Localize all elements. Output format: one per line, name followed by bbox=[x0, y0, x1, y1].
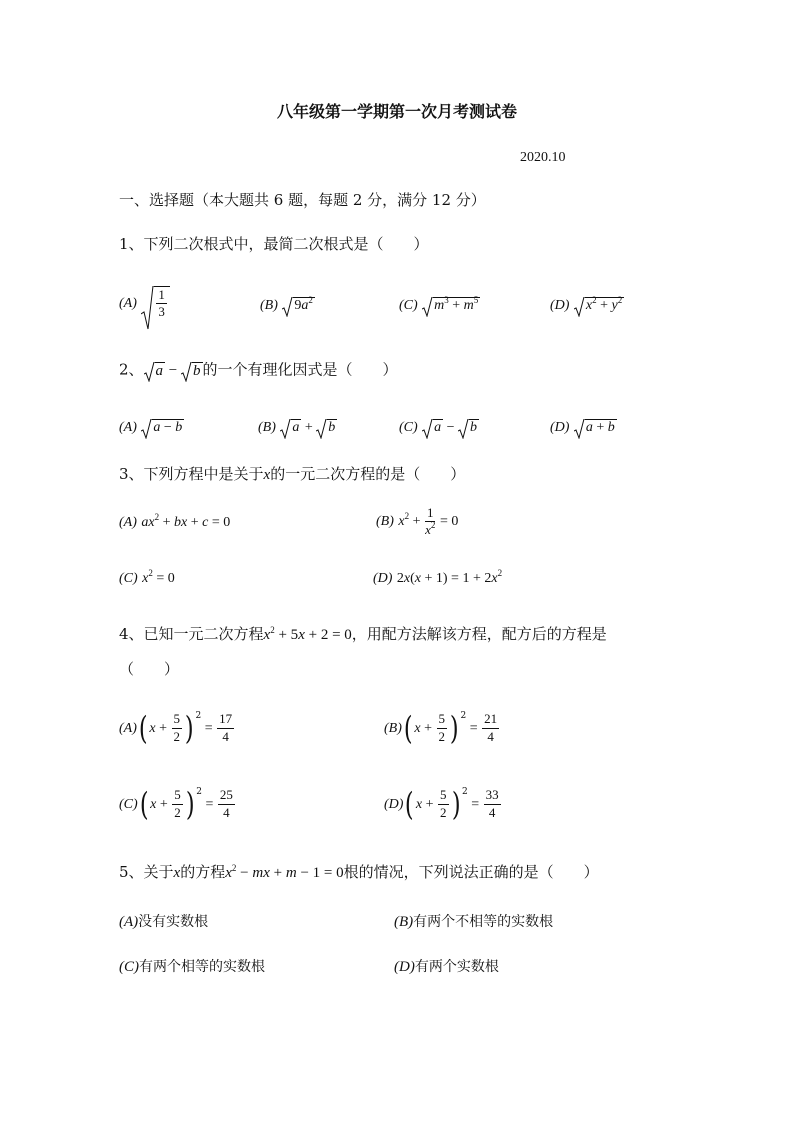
q5-option-a-label: (A) bbox=[119, 914, 139, 930]
q4-a-denominator: 4 bbox=[222, 728, 229, 744]
q2-option-b: (B) a + b bbox=[258, 419, 337, 435]
question-3-stem bbox=[119, 467, 465, 483]
q5-option-c bbox=[119, 959, 265, 975]
q3-option-c-label: (C) bbox=[119, 571, 138, 586]
q3-option-d-label: (D) bbox=[373, 571, 393, 586]
q1-option-b-expr: $9a^2$ bbox=[282, 297, 315, 313]
q2-option-d-expr: a + b bbox=[574, 419, 617, 435]
q1-option-c bbox=[399, 297, 480, 313]
q5-stem-pre: 5、关于 bbox=[119, 863, 174, 881]
question-2-stem: 2、 a − b 的一个有理化因式是（ ） bbox=[119, 360, 398, 379]
question-4-stem-line2: （ ） bbox=[119, 660, 180, 678]
q1-option-c-label: (C) bbox=[399, 298, 418, 313]
q2-option-b-label: (B) bbox=[258, 420, 276, 435]
q2-stem-suffix: 的一个有理化因式是（ ） bbox=[202, 360, 398, 379]
q2-option-d-label: (D) bbox=[550, 420, 570, 435]
q5-option-b bbox=[394, 914, 553, 930]
q3-option-c-expr: $x^2 = 0$ bbox=[142, 568, 175, 586]
q1-option-d-label: (D) bbox=[550, 298, 570, 313]
q1-option-a bbox=[119, 286, 170, 320]
q1-option-d bbox=[550, 297, 624, 313]
exam-date: 2020.10 bbox=[520, 150, 566, 165]
q4-option-b-label: (B) bbox=[384, 721, 402, 736]
q3-option-d-expr: $2x(x + 1) = 1 + 2x^2$ bbox=[396, 568, 503, 586]
q3-option-a-expr: $ax^2$ + bx + c = 0 bbox=[141, 512, 231, 530]
q2-option-a bbox=[119, 419, 184, 435]
q5-option-d bbox=[394, 959, 499, 975]
question-4-stem bbox=[119, 627, 607, 643]
q2-option-c-label: (C) bbox=[399, 420, 418, 435]
q5-option-c-text: 有两个相等的实数根 bbox=[139, 959, 265, 975]
q4-option-d: (D)( x + $\frac{5}{2}$ ) $^2$ = $\frac{33}{4}$ bbox=[384, 785, 499, 823]
q5-option-a bbox=[119, 914, 208, 930]
q5-stem-post: 根的情况，下列说法正确的是（ ） bbox=[343, 863, 599, 881]
q4-option-c-label: (C) bbox=[119, 797, 138, 812]
q4-stem-pre: 4、已知一元二次方程 bbox=[119, 625, 264, 643]
q5-option-d-text: 有两个实数根 bbox=[414, 959, 499, 975]
q5-stem-var: x bbox=[173, 865, 181, 881]
q5-stem-math: $x^2$ − mx + m − 1 = 0 bbox=[225, 863, 344, 881]
q4-b-denominator: 4 bbox=[487, 728, 494, 744]
q4-stem-math: $x^2 + 5x + 2 = 0$ bbox=[263, 625, 352, 643]
q5-stem-mid: 的方程 bbox=[180, 863, 226, 881]
section-header: 一、选择题（本大题共 6 题，每题 2 分，满分 12 分） bbox=[119, 191, 486, 209]
question-5-stem bbox=[119, 865, 599, 881]
q2-option-a-label: (A) bbox=[119, 420, 137, 435]
q3-stem-var: x bbox=[263, 467, 271, 483]
q1-option-c-expr: $m^3 + m^5$ bbox=[422, 297, 480, 313]
q4-stem-post: ，用配方法解该方程，配方后的方程是 bbox=[351, 625, 607, 643]
q3-stem-pre: 3、下列方程中是关于 bbox=[119, 465, 264, 483]
q5-option-b-text: 有两个不相等的实数根 bbox=[413, 914, 554, 930]
q5-option-b-label: (B) bbox=[394, 914, 414, 930]
q2-stem-math: a bbox=[144, 362, 166, 379]
q4-b-numerator: 21 bbox=[482, 712, 499, 728]
q1-option-d-expr: $x^2 + y^2$ bbox=[574, 297, 624, 313]
q3-option-a-label: (A) bbox=[119, 515, 137, 530]
q1-option-b bbox=[260, 297, 315, 313]
q3-option-b-expr: $x^2$ + $\frac{1}{x^2}$ = 0 bbox=[398, 505, 459, 538]
q2-prefix: 2、 bbox=[119, 360, 144, 379]
q2-option-c: (C) a − b bbox=[399, 419, 479, 435]
q3-stem-post: 的一元二次方程的是（ ） bbox=[270, 465, 466, 483]
q4-option-c: (C)( x + $\frac{5}{2}$ ) $^2$ = $\frac{25}{4}$ bbox=[119, 785, 233, 823]
q3-option-c bbox=[119, 568, 175, 586]
q1-option-b-label: (B) bbox=[260, 298, 278, 313]
q4-d-numerator: 33 bbox=[484, 788, 501, 804]
q2-option-a-expr: a − b bbox=[141, 419, 184, 435]
q4-d-denominator: 4 bbox=[488, 804, 496, 820]
q4-c-denominator: 4 bbox=[223, 804, 230, 820]
q1-option-a-label: (A) bbox=[119, 295, 137, 311]
q3-option-a bbox=[119, 512, 231, 530]
q4-option-b: (B)( x + $\frac{5}{2}$ ) $^2$ = $\frac{21}{4}$ bbox=[384, 709, 498, 747]
q4-a-numerator: 17 bbox=[217, 712, 234, 728]
q3-option-d bbox=[373, 568, 503, 586]
q5-option-a-text: 没有实数根 bbox=[138, 914, 209, 930]
question-1-stem: 1、下列二次根式中，最简二次根式是（ ） bbox=[119, 235, 429, 253]
q1-option-a-expr: $\frac{1}{3}$ bbox=[141, 286, 170, 320]
q5-option-d-label: (D) bbox=[394, 959, 415, 975]
q5-option-c-label: (C) bbox=[119, 959, 139, 975]
page-title: 八年级第一学期第一次月考测试卷 bbox=[276, 102, 517, 121]
q3-option-b bbox=[376, 506, 458, 538]
q4-option-d-label: (D) bbox=[384, 797, 404, 812]
q4-option-a-label: (A) bbox=[119, 721, 137, 736]
q4-option-a: (A)( x + $\frac{5}{2}$ ) $^2$ = $\frac{17}{4}$ bbox=[119, 709, 233, 747]
q3-option-b-label: (B) bbox=[376, 514, 394, 530]
q4-c-numerator: 25 bbox=[218, 788, 235, 804]
q2-option-d bbox=[550, 419, 617, 435]
